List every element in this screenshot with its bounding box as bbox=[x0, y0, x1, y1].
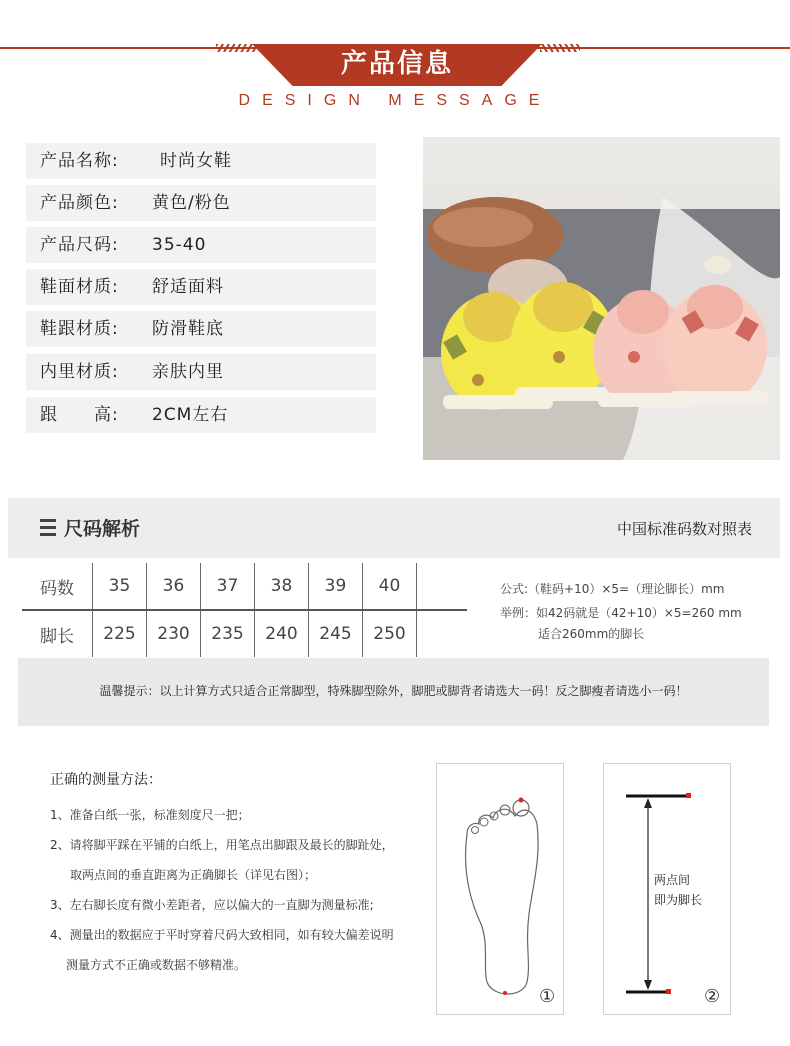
banner-stripes-right bbox=[540, 44, 580, 52]
measure-step: 4、测量出的数据应于平时穿着尺码大致相同，如有较大偏差说明 bbox=[50, 928, 394, 942]
measure-step: 取两点间的垂直距离为正确脚长（详见右图）； bbox=[70, 868, 317, 882]
info-row bbox=[26, 311, 376, 347]
banner-stripes-left bbox=[216, 44, 256, 52]
length-cell: 245 bbox=[309, 610, 363, 657]
toe-point-marker bbox=[519, 798, 524, 803]
info-label: 产品名称: bbox=[40, 151, 119, 171]
size-cell: 39 bbox=[309, 563, 363, 610]
info-row bbox=[26, 227, 376, 263]
info-label: 跟 高: bbox=[40, 405, 119, 425]
measure-step: 1、准备白纸一张，标准刻度尺一把； bbox=[50, 808, 250, 822]
measure-step: 测量方式不正确或数据不够精准。 bbox=[66, 958, 247, 972]
info-value: 2CM左右 bbox=[152, 405, 229, 425]
info-row bbox=[26, 354, 376, 390]
size-table bbox=[22, 563, 467, 657]
length-cell: 225 bbox=[93, 610, 147, 657]
menu-lines-icon bbox=[40, 519, 56, 540]
info-value: 舒适面料 bbox=[152, 277, 224, 297]
info-row bbox=[26, 397, 376, 433]
example-note: 适合260mm的脚长 bbox=[538, 627, 645, 641]
heel-point-marker bbox=[503, 991, 507, 995]
size-cell: 40 bbox=[363, 563, 417, 610]
length-cell: 240 bbox=[255, 610, 309, 657]
diagram-number: ① bbox=[539, 986, 556, 1007]
measure-step: 2、请将脚平踩在平铺的白纸上，用笔点出脚跟及最长的脚趾处， bbox=[50, 838, 394, 852]
foot-diagram bbox=[436, 763, 564, 1015]
foot-outline-icon bbox=[437, 764, 563, 1014]
measure-title: 正确的测量方法： bbox=[50, 772, 162, 788]
measure-label-line: 两点间 bbox=[654, 873, 691, 887]
info-value: 35-40 bbox=[152, 235, 207, 255]
length-cell: 230 bbox=[147, 610, 201, 657]
info-value: 时尚女鞋 bbox=[160, 151, 232, 171]
diagram-number: ② bbox=[704, 986, 721, 1007]
size-section-title: 尺码解析 bbox=[64, 518, 141, 540]
size-cell: 37 bbox=[201, 563, 255, 610]
table-row bbox=[22, 563, 467, 610]
info-row bbox=[26, 185, 376, 221]
table-row bbox=[22, 610, 467, 657]
size-section-subtitle: 中国标准码数对照表 bbox=[616, 520, 752, 538]
measure-label-line: 即为脚长 bbox=[654, 893, 703, 907]
info-value: 亲肤内里 bbox=[152, 362, 224, 382]
info-label: 内里材质: bbox=[40, 362, 119, 382]
formula-text: 公式:（鞋码+10）×5=（理论脚长）mm bbox=[500, 582, 725, 596]
length-cell: 235 bbox=[201, 610, 255, 657]
tip-text: 温馨提示：以上计算方式只适合正常脚型，特殊脚型除外，脚肥或脚背者请选大一码！反之脚瘦者请选小一码！ bbox=[99, 684, 688, 698]
page-subtitle: DESIGN MESSAGE bbox=[238, 92, 552, 109]
size-cell: 35 bbox=[93, 563, 147, 610]
empty-cell bbox=[417, 610, 468, 657]
length-cell: 250 bbox=[363, 610, 417, 657]
size-cell: 38 bbox=[255, 563, 309, 610]
info-value: 防滑鞋底 bbox=[152, 319, 224, 339]
info-label: 产品颜色: bbox=[40, 193, 119, 213]
info-label: 鞋面材质: bbox=[40, 277, 119, 297]
info-row bbox=[26, 269, 376, 305]
info-row bbox=[26, 143, 376, 179]
size-cell: 36 bbox=[147, 563, 201, 610]
example-text: 举例：如42码就是（42+10）×5=260 mm bbox=[500, 606, 742, 620]
row-label: 码数 bbox=[22, 563, 93, 610]
row-label: 脚长 bbox=[40, 626, 74, 647]
info-value: 黄色/粉色 bbox=[152, 193, 231, 213]
empty-cell bbox=[417, 563, 468, 610]
measure-step: 3、左右脚长度有微小差距者，应以偏大的一直脚为测量标准; bbox=[50, 898, 374, 912]
product-photo bbox=[423, 137, 780, 460]
info-label: 鞋跟材质: bbox=[40, 319, 119, 339]
measure-label bbox=[654, 870, 702, 910]
info-label: 产品尺码: bbox=[40, 235, 119, 255]
page-title: 产品信息 bbox=[340, 49, 453, 79]
